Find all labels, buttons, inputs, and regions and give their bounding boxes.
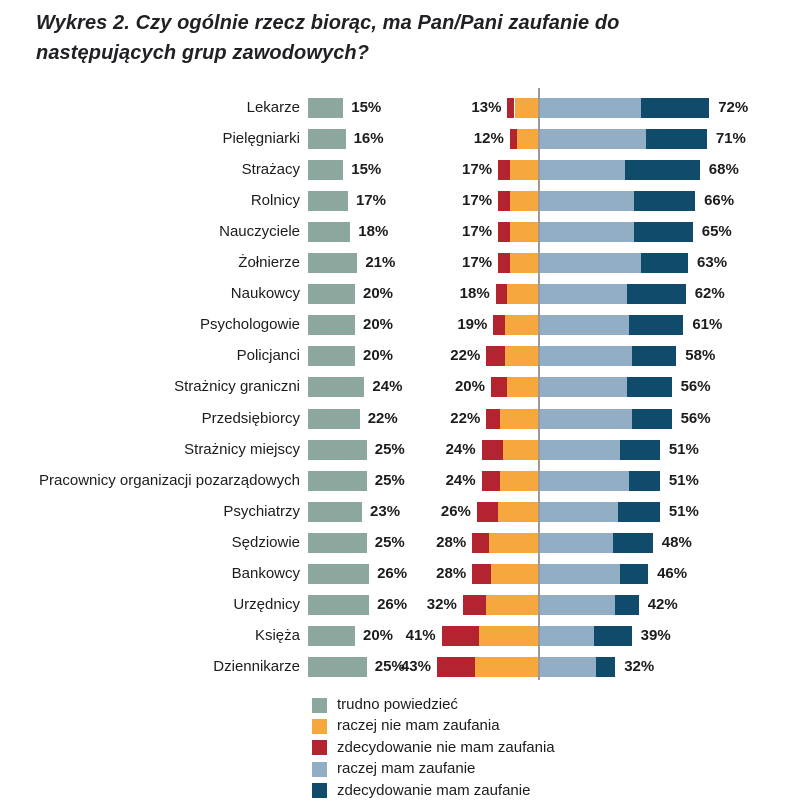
profession-label: Żołnierze bbox=[238, 254, 300, 272]
trudno-value: 20% bbox=[363, 626, 394, 644]
trudno-value: 17% bbox=[355, 192, 386, 210]
chart-title bbox=[36, 8, 736, 68]
zdecydowanie-tak-bar bbox=[641, 253, 688, 273]
trudno-value: 15% bbox=[351, 99, 382, 116]
raczej-nie-bar bbox=[510, 160, 538, 180]
trudno-value: 26% bbox=[377, 595, 408, 613]
tak-total-value: 39% bbox=[640, 626, 671, 644]
legend-label: raczej nie mam zaufania bbox=[337, 717, 500, 735]
trudno-value: 20% bbox=[363, 285, 394, 303]
trudno-bar bbox=[308, 98, 343, 118]
raczej-tak-bar bbox=[540, 502, 618, 522]
legend-label: trudno powiedzieć bbox=[337, 696, 458, 713]
raczej-nie-bar bbox=[500, 471, 538, 491]
raczej-nie-bar bbox=[503, 440, 538, 460]
tak-total-value: 51% bbox=[668, 502, 699, 520]
raczej-nie-bar bbox=[491, 564, 538, 584]
profession-label: Nauczyciele bbox=[219, 223, 300, 241]
zdecydowanie-tak-bar bbox=[627, 377, 672, 397]
tak-total-value: 51% bbox=[668, 471, 699, 489]
trudno-bar bbox=[308, 657, 367, 677]
raczej-nie-bar bbox=[510, 222, 538, 242]
zdecydowanie-nie-bar bbox=[498, 191, 510, 211]
zdecydowanie-nie-bar bbox=[510, 129, 517, 149]
raczej-tak-bar bbox=[540, 346, 632, 366]
nie-total-value: 13% bbox=[471, 99, 502, 116]
chart-row bbox=[0, 284, 801, 304]
raczej-nie-bar bbox=[510, 253, 538, 273]
profession-label: Naukowcy bbox=[230, 285, 300, 303]
raczej-tak-bar bbox=[540, 253, 641, 273]
profession-label: Lekarze bbox=[246, 99, 300, 116]
chart-row bbox=[0, 409, 801, 429]
zdecydowanie-nie-bar bbox=[493, 315, 505, 335]
chart-area bbox=[0, 88, 801, 688]
trudno-value: 25% bbox=[374, 657, 405, 675]
profession-label: Urzędnicy bbox=[233, 595, 300, 613]
trudno-value: 25% bbox=[374, 440, 405, 458]
nie-total-value: 28% bbox=[436, 564, 467, 582]
raczej-tak-bar bbox=[540, 284, 627, 304]
zdecydowanie-tak-bar bbox=[632, 409, 672, 429]
raczej-tak-bar bbox=[540, 191, 634, 211]
profession-label: Pracownicy organizacji pozarządowych bbox=[39, 471, 300, 489]
raczej-nie-bar bbox=[507, 377, 538, 397]
chart-row bbox=[0, 502, 801, 522]
zdecydowanie-nie-bar bbox=[486, 346, 505, 366]
zdecydowanie-nie-bar bbox=[437, 657, 475, 677]
trudno-bar bbox=[308, 129, 346, 149]
zdecydowanie-nie-bar bbox=[498, 253, 510, 273]
zdecydowanie-tak-bar bbox=[627, 284, 686, 304]
trudno-bar bbox=[308, 533, 367, 553]
tak-total-value: 72% bbox=[718, 99, 749, 116]
zdecydowanie-nie-bar bbox=[482, 471, 501, 491]
raczej-tak-bar bbox=[540, 222, 634, 242]
legend-item bbox=[312, 697, 458, 713]
zdecydowanie-tak-bar bbox=[618, 502, 660, 522]
zdecydowanie-tak-bar bbox=[629, 471, 660, 491]
trudno-bar bbox=[308, 502, 362, 522]
trudno-bar bbox=[308, 409, 360, 429]
nie-total-value: 22% bbox=[450, 347, 481, 365]
nie-total-value: 22% bbox=[450, 409, 481, 427]
legend-label: zdecydowanie mam zaufanie bbox=[337, 781, 531, 799]
nie-total-value: 17% bbox=[462, 192, 493, 210]
trudno-bar bbox=[308, 440, 367, 460]
profession-label: Policjanci bbox=[236, 347, 300, 365]
legend-item bbox=[312, 783, 530, 799]
profession-label: Bankowcy bbox=[231, 564, 300, 582]
trudno-value: 25% bbox=[374, 533, 405, 551]
profession-label: Psychiatrzy bbox=[223, 502, 300, 520]
trudno-value: 20% bbox=[363, 316, 394, 334]
zdecydowanie-nie-bar bbox=[463, 595, 487, 615]
chart-row bbox=[0, 595, 801, 615]
tak-total-value: 68% bbox=[708, 161, 739, 179]
legend-item bbox=[312, 740, 555, 756]
profession-label: Psychologowie bbox=[199, 316, 300, 334]
chart-row bbox=[0, 222, 801, 242]
tak-total-value: 62% bbox=[694, 285, 725, 303]
trudno-value: 16% bbox=[353, 130, 384, 148]
zdecydowanie-nie-bar bbox=[507, 98, 514, 118]
zdecydowanie-nie-bar bbox=[491, 377, 507, 397]
raczej-nie-bar bbox=[515, 98, 539, 118]
chart-row bbox=[0, 564, 801, 584]
trudno-value: 23% bbox=[370, 502, 401, 520]
chart-row bbox=[0, 160, 801, 180]
zdecydowanie-tak-bar bbox=[613, 533, 653, 553]
raczej-nie-bar bbox=[510, 191, 538, 211]
zdecydowanie-tak-bar bbox=[625, 160, 700, 180]
zdecydowanie-nie-bar bbox=[477, 502, 498, 522]
trudno-bar bbox=[308, 564, 369, 584]
chart-title-line1: Wykres 2. Czy ogólnie rzecz biorąc, ma Pan/Pani zaufanie do bbox=[36, 12, 620, 34]
nie-total-value: 17% bbox=[462, 223, 493, 241]
raczej-nie-bar bbox=[486, 595, 538, 615]
nie-total-value: 28% bbox=[436, 533, 467, 551]
chart-row bbox=[0, 377, 801, 397]
legend-label: raczej mam zaufanie bbox=[337, 760, 476, 778]
trudno-bar bbox=[308, 222, 350, 242]
nie-total-value: 17% bbox=[462, 254, 493, 272]
raczej-tak-bar bbox=[540, 564, 620, 584]
trudno-bar bbox=[308, 284, 355, 304]
nie-total-value: 32% bbox=[426, 595, 457, 613]
profession-label: Strażacy bbox=[241, 161, 300, 179]
chart-row bbox=[0, 657, 801, 677]
trudno-value: 25% bbox=[374, 471, 405, 489]
trudno-bar bbox=[308, 160, 343, 180]
profession-label: Przedsiębiorcy bbox=[201, 409, 300, 427]
nie-total-value: 24% bbox=[445, 471, 476, 489]
tak-total-value: 32% bbox=[624, 657, 655, 675]
trudno-bar bbox=[308, 253, 357, 273]
raczej-tak-bar bbox=[540, 533, 613, 553]
chart-row bbox=[0, 471, 801, 491]
trudno-bar bbox=[308, 595, 369, 615]
raczej-tak-bar bbox=[540, 626, 594, 646]
trudno-value: 21% bbox=[365, 254, 396, 272]
trudno-value: 15% bbox=[351, 161, 382, 179]
tak-total-value: 56% bbox=[680, 378, 711, 396]
trudno-value: 24% bbox=[372, 378, 403, 396]
raczej-tak-bar bbox=[540, 315, 629, 335]
zdecydowanie-tak-bar bbox=[641, 98, 709, 118]
tak-total-value: 65% bbox=[701, 223, 732, 241]
tak-total-value: 61% bbox=[692, 316, 723, 334]
zdecydowanie-tak-bar bbox=[620, 440, 660, 460]
profession-label: Sędziowie bbox=[231, 533, 300, 551]
raczej-tak-bar bbox=[540, 129, 646, 149]
trudno-bar bbox=[308, 471, 367, 491]
zdecydowanie-nie-bar bbox=[442, 626, 480, 646]
raczej-tak-bar bbox=[540, 657, 596, 677]
chart-row bbox=[0, 533, 801, 553]
chart-row bbox=[0, 315, 801, 335]
trudno-value: 22% bbox=[367, 409, 398, 427]
profession-label: Księża bbox=[254, 626, 300, 644]
profession-label: Strażnicy graniczni bbox=[174, 378, 300, 396]
raczej-nie-bar bbox=[507, 284, 538, 304]
tak-total-value: 58% bbox=[685, 347, 716, 365]
tak-total-value: 51% bbox=[668, 440, 699, 458]
legend-item bbox=[312, 761, 475, 777]
legend-label: zdecydowanie nie mam zaufania bbox=[337, 738, 555, 756]
trudno-value: 20% bbox=[363, 347, 394, 365]
raczej-nie-bar bbox=[517, 129, 538, 149]
trudno-bar bbox=[308, 191, 348, 211]
raczej-nie-bar bbox=[500, 409, 538, 429]
nie-total-value: 17% bbox=[462, 161, 493, 179]
raczej-tak-bar bbox=[540, 160, 625, 180]
raczej-tak-bar bbox=[540, 409, 632, 429]
legend-swatch-zdecydowanie_nie bbox=[312, 740, 327, 755]
profession-label: Pielęgniarki bbox=[222, 130, 300, 148]
legend-swatch-raczej_nie bbox=[312, 719, 327, 734]
nie-total-value: 43% bbox=[400, 657, 431, 675]
raczej-tak-bar bbox=[540, 98, 641, 118]
raczej-nie-bar bbox=[475, 657, 538, 677]
nie-total-value: 24% bbox=[445, 440, 476, 458]
trudno-bar bbox=[308, 346, 355, 366]
legend-swatch-zdecydowanie_tak bbox=[312, 783, 327, 798]
chart-row bbox=[0, 191, 801, 211]
zdecydowanie-nie-bar bbox=[498, 222, 510, 242]
tak-total-value: 63% bbox=[697, 254, 728, 272]
chart-row bbox=[0, 98, 801, 118]
trudno-bar bbox=[308, 377, 364, 397]
zdecydowanie-nie-bar bbox=[498, 160, 510, 180]
trudno-bar bbox=[308, 626, 355, 646]
chart-row bbox=[0, 346, 801, 366]
tak-total-value: 66% bbox=[704, 192, 735, 210]
raczej-nie-bar bbox=[498, 502, 538, 522]
chart-row bbox=[0, 440, 801, 460]
trudno-value: 18% bbox=[358, 223, 389, 241]
chart-row bbox=[0, 253, 801, 273]
zdecydowanie-nie-bar bbox=[486, 409, 500, 429]
raczej-tak-bar bbox=[540, 595, 615, 615]
chart-row bbox=[0, 129, 801, 149]
tak-total-value: 48% bbox=[661, 533, 692, 551]
zdecydowanie-tak-bar bbox=[634, 191, 695, 211]
zdecydowanie-nie-bar bbox=[472, 533, 488, 553]
zdecydowanie-tak-bar bbox=[594, 626, 632, 646]
tak-total-value: 71% bbox=[715, 130, 746, 148]
legend-swatch-trudno bbox=[312, 698, 327, 713]
tak-total-value: 56% bbox=[680, 409, 711, 427]
zdecydowanie-tak-bar bbox=[620, 564, 648, 584]
profession-label: Dziennikarze bbox=[213, 657, 300, 675]
tak-total-value: 42% bbox=[647, 595, 678, 613]
chart-row bbox=[0, 626, 801, 646]
zdecydowanie-tak-bar bbox=[632, 346, 677, 366]
chart-title-line2: następujących grup zawodowych? bbox=[36, 42, 370, 64]
raczej-nie-bar bbox=[505, 346, 538, 366]
profession-label: Rolnicy bbox=[250, 192, 300, 210]
zdecydowanie-tak-bar bbox=[646, 129, 707, 149]
raczej-nie-bar bbox=[489, 533, 538, 553]
nie-total-value: 20% bbox=[454, 378, 485, 396]
raczej-nie-bar bbox=[505, 315, 538, 335]
zdecydowanie-tak-bar bbox=[615, 595, 639, 615]
nie-total-value: 18% bbox=[459, 285, 490, 303]
raczej-nie-bar bbox=[479, 626, 538, 646]
profession-label: Strażnicy miejscy bbox=[184, 440, 300, 458]
raczej-tak-bar bbox=[540, 440, 620, 460]
nie-total-value: 19% bbox=[457, 316, 488, 334]
zdecydowanie-nie-bar bbox=[472, 564, 491, 584]
raczej-tak-bar bbox=[540, 377, 627, 397]
tak-total-value: 46% bbox=[657, 564, 688, 582]
nie-total-value: 26% bbox=[440, 502, 471, 520]
nie-total-value: 41% bbox=[405, 626, 436, 644]
raczej-tak-bar bbox=[540, 471, 629, 491]
zdecydowanie-tak-bar bbox=[634, 222, 693, 242]
zdecydowanie-nie-bar bbox=[482, 440, 503, 460]
legend-swatch-raczej_tak bbox=[312, 762, 327, 777]
zdecydowanie-tak-bar bbox=[596, 657, 615, 677]
trudno-value: 26% bbox=[377, 564, 408, 582]
zdecydowanie-nie-bar bbox=[496, 284, 508, 304]
trudno-bar bbox=[308, 315, 355, 335]
zdecydowanie-tak-bar bbox=[629, 315, 683, 335]
nie-total-value: 12% bbox=[473, 130, 504, 148]
legend-item bbox=[312, 718, 500, 734]
